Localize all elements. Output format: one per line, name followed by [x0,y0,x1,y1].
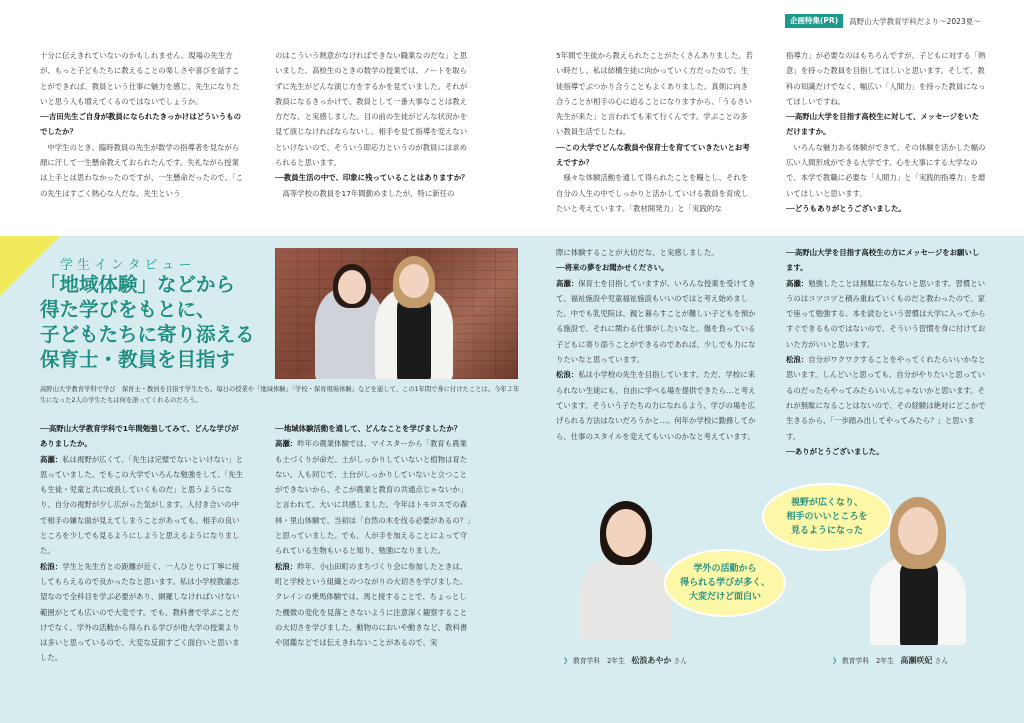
paragraph-text: ──教員生活の中で、印象に残っていることはありますか？ [275,173,469,183]
paragraph-text: 様々な体験活動を通して得られたことを糧とし、それを自分の人生の中でしっかりと活かしていける教員を育成したいと考えています。「教材開発力」と「実践的な [556,173,749,213]
speaker-label: 松浪： [275,561,298,571]
interview-column-4 [786,245,986,465]
paragraph-text: 勉強したことは無駄にならないと思います。習慣というのはコツコツと積み重ねていくものだと教わったので、家で座って勉強する、本を読むという習慣は大学に入ってからすぐできるものではないので、そういう習慣を身に付けておいた方がいいと思います。 [786,278,986,349]
paragraph-text: ──この大学でどんな教員や保育士を育てていきたいとお考えですか？ [556,142,750,168]
paragraph-text: のはこういう熱意がなければできない職業なのだな」と思いました。高校生のときの数学の授業では、ノートを取らずに先生がどんな演じ方をするかを見ていました。それが教員になるきっかけで、教員として一番大事なことは教え方だな、と実感しました。目の前の生徒がどんな状況かを見て演じなければならないし、相手を見て指導を変えないといけないので、そういう即応力というのが教員には求められると思います。 [275,51,468,168]
paragraph-text: 昨年の農業体験では、マイスターから「教育も農業も土づくりが命だ。土がしっかりしていないと植物は育たない。人も同じで、土台がしっかりしていないと立つことができないから、そこが農業と教育の共通点じゃないか」と言われて、大いに共感しました。今年はトモロスでの森林・里山体験で、当初は「自然の木を伐る必要があるの？」と思っていました。でも、人が手を加えることによって守られている生物もいると知り、勉強になりました。 [275,439,471,556]
section-kicker: 学生インタビュー [60,258,196,273]
students-photo [275,248,518,379]
arrow-icon: 》 [564,657,571,665]
paragraph-text: ──ありがとうございました。 [786,446,884,456]
interview-lead: 高野山大学教育学科で学び 保育士・教員を目指す学生たち。毎日の授業や「地域体験」「学校・保育現場体験」などを通して、この1年間で身に付けたことは。今年２年生になった2人の学生たちは何を語ってくれるのだろう。 [40,386,520,404]
question-paragraph [786,201,986,216]
paragraph-text: 私は視野が広くて、「先生は完璧でないといけない」と思っていました。でもこの大学でいろんな勉強をして、「先生も生徒・児童と共に成長していくものだ」と思うようになり、自分の視野が少し広がった気がします。人付き合いの中で相手の嫌な面が見えてしまうことがあっても、相手の良いところを少しでも見るようにしようと思えるようになりました。 [40,454,244,556]
body-paragraph [275,436,472,558]
body-paragraph [786,48,986,109]
student1-caption [564,655,687,666]
body-paragraph [786,352,986,444]
headline-line: 「地域体験」などから [40,273,236,296]
paragraph-text: いろんな魅力ある体験ができて、その体験を活かした幅の広い人間形成ができる大学です。心を大事にする大学なので、本学で教職に必要な「人間力」と「実践的指導力」を磨いてほしいと思います。 [786,142,986,198]
student2-caption [833,655,948,666]
headline-line: 子どもたちに寄り添える [40,323,255,346]
paragraph-text: 学生と先生方との距離が近く、一人ひとりに丁寧に接してもらえるので良かったなと思います。私は小学校教諭志望なので全科目を学ぶ必要があり、網羅しなければいけない範囲がとても広いので大変です。でも、教科書で学ぶことだけでなく、学外の活動から得られる学びが他大学の授業よりは多いと思っているので、大変な反面すごく面白いと思いました。 [40,561,240,663]
paragraph-text: ──どうもありがとうございました。 [786,203,906,213]
arrow-icon: 》 [833,657,840,665]
speaker-label: 高瀬： [40,454,63,464]
speaker-label: 高瀬： [556,278,579,288]
top-column-1 [40,48,245,228]
question-paragraph [275,421,472,436]
quote-bubble-right: 視野が広くなり、 相手のいいところを 見るようになった [762,483,892,551]
paragraph-text: 中学生のとき、臨時教員の先生が数学の指導者を見ながら顔に汗して一生懸命教えておられたんです。失礼ながら授業は上手とは思わなかったのですが、一生懸命だったので、「この先生はすごく熱心な人だな、先生という [40,142,244,198]
page-header [785,14,981,28]
paragraph-text: 十分に伝えきれていないのかもしれません。現場の先生方が、もっと子どもたちに教えることの楽しさや喜びを話すことができれば、教員という仕事に魅力を感じ、先生になりたいと思う人も増えてくるのではないでしょうか。 [40,51,240,106]
speaker-label: 高瀬： [786,278,809,288]
top-column-2 [275,48,472,228]
body-paragraph [786,276,986,352]
paragraph-text: 指導力」が必要なのはもちろんですが、子どもに対する「熱意」を持った教員を目指してほしいと思います。そして、教科の知識だけでなく、幅広い「人間力」を持った教員になってほしいですね。 [786,51,986,106]
paragraph-text: ──高野山大学を目指す高校生の方にメッセージをお願いします。 [786,248,980,273]
interview-column-2 [275,421,472,671]
paragraph-text: ──高野山大学教育学科で1年間勉強してみて、どんな学びがありましたか。 [40,424,239,449]
body-paragraph [40,140,245,201]
student-dept: 教育学科 2年生 [572,657,625,665]
question-paragraph [40,421,245,452]
question-paragraph [786,109,986,140]
interview-column-3 [556,245,759,463]
interview-column-1 [40,421,245,671]
question-paragraph [786,245,986,276]
paragraph-text: ──吉田先生ご自身が教員になられたきっかけはどういうものでしたか？ [40,112,242,137]
body-paragraph [275,48,472,170]
student-dept: 教育学科 2年生 [841,657,894,665]
speaker-label: 松浪： [556,370,579,380]
body-paragraph [275,186,472,201]
paragraph-text: 際に体験することが大切だな、と実感しました。 [556,248,719,257]
body-paragraph [556,367,759,443]
question-paragraph [786,444,986,459]
student-suffix: さん [673,657,688,665]
headline-line: 保育士・教員を目指す [40,348,236,371]
question-paragraph [556,140,753,171]
headline-line: 得た学びをもとに、 [40,298,216,321]
paragraph-text: 5年間で生徒から教えられたことがたくさんありました。若い時だし、私は結構生徒に向かっていく方だったので、生徒指導でぶつかり合うこともよくありました。真剣に向き合うことが相手の心に迫ることになりますから、「うるさい先生が来た」と言われても来て行くんです。学ぶことの多い教員生活でしたね。 [556,51,753,137]
body-paragraph [786,140,986,201]
speaker-label: 高瀬： [275,439,298,449]
top-column-3 [556,48,753,228]
student-name: 松浪あやか [631,656,672,665]
student1-portrait [570,495,680,640]
body-paragraph [556,170,753,216]
interview-headline [40,272,255,372]
speaker-label: 松浪： [786,355,809,365]
question-paragraph [40,109,245,140]
paragraph-text: 自分がワクワクすることをやってくれたらいいかなと思います。しんどいと思っても、自分がやりたいと思っているのだったらやってみたらいいんじゃないかと思います。それが無駄になることはないので、その経験は絶対にどこかで生きるから、「一歩踏み出してやってみたら？」と思います。 [786,355,986,441]
body-paragraph [40,559,245,666]
body-paragraph [275,559,472,651]
paragraph-text: 私は小学校の先生を目指しています。ただ、学校に来られない生徒にも、自由に学べる場を提供できたら…と考えています。そういう子たちの力になれるよう、学びの場を広げられる方法はないだろうかと…。何年か学校に勤務してから、仕事のスタイルを変えてもいいのかなと考えています。 [556,370,756,441]
pr-tag: 企画特集(PR) [785,14,843,28]
paragraph-text: 保育士を目指していますが、いろんな授業を受けてきて、福祉施設や児童福祉施設もいいのではと考え始めました。中でも乳児院は、親と暮らすことが難しい子どもを預かる施設で、それに関わる仕事がしたいなと。傷を負っている子どもに寄り添うことができるのであれば、少しでも力になりたいなと思っています。 [556,278,756,365]
paragraph-text: 昨年、小山田町のまちづくり会に参加したときは、町と学校という組織とのつながりの大切さを学びました。クレインの乗馬体験では、馬と接することで、ちょっとした機微の変化を見落とさないように注意深く観察することの大切さを学びました。動物のにおいや動きなど、教科書や図鑑などでは伝えきれないことがあるので、実 [275,561,468,648]
question-paragraph [275,170,472,185]
body-paragraph [40,48,245,109]
paragraph-text: 高等学校の教員を17年間勤めましたが、特に新任の [275,188,455,198]
student-suffix: さん [934,657,949,665]
student-name: 高瀬咲妃 [900,656,933,665]
quote-bubble-left: 学外の活動から 得られる学びが多く、 大変だけど面白い [664,549,786,617]
body-paragraph [556,48,753,140]
top-column-4 [786,48,986,228]
paragraph-text: ──高野山大学を目指す高校生に対して、メッセージをいただけますか。 [786,112,980,137]
body-paragraph [556,245,759,260]
paragraph-text: ──地域体験活動を通して、どんなことを学びましたか？ [275,424,462,433]
speaker-label: 松浪： [40,561,63,571]
paragraph-text: ──将来の夢をお聞かせください。 [556,263,669,273]
body-paragraph [40,452,245,559]
publication-title: 高野山大学教育学科だより〜2023夏〜 [849,16,981,26]
question-paragraph [556,260,759,275]
body-paragraph [556,276,759,368]
